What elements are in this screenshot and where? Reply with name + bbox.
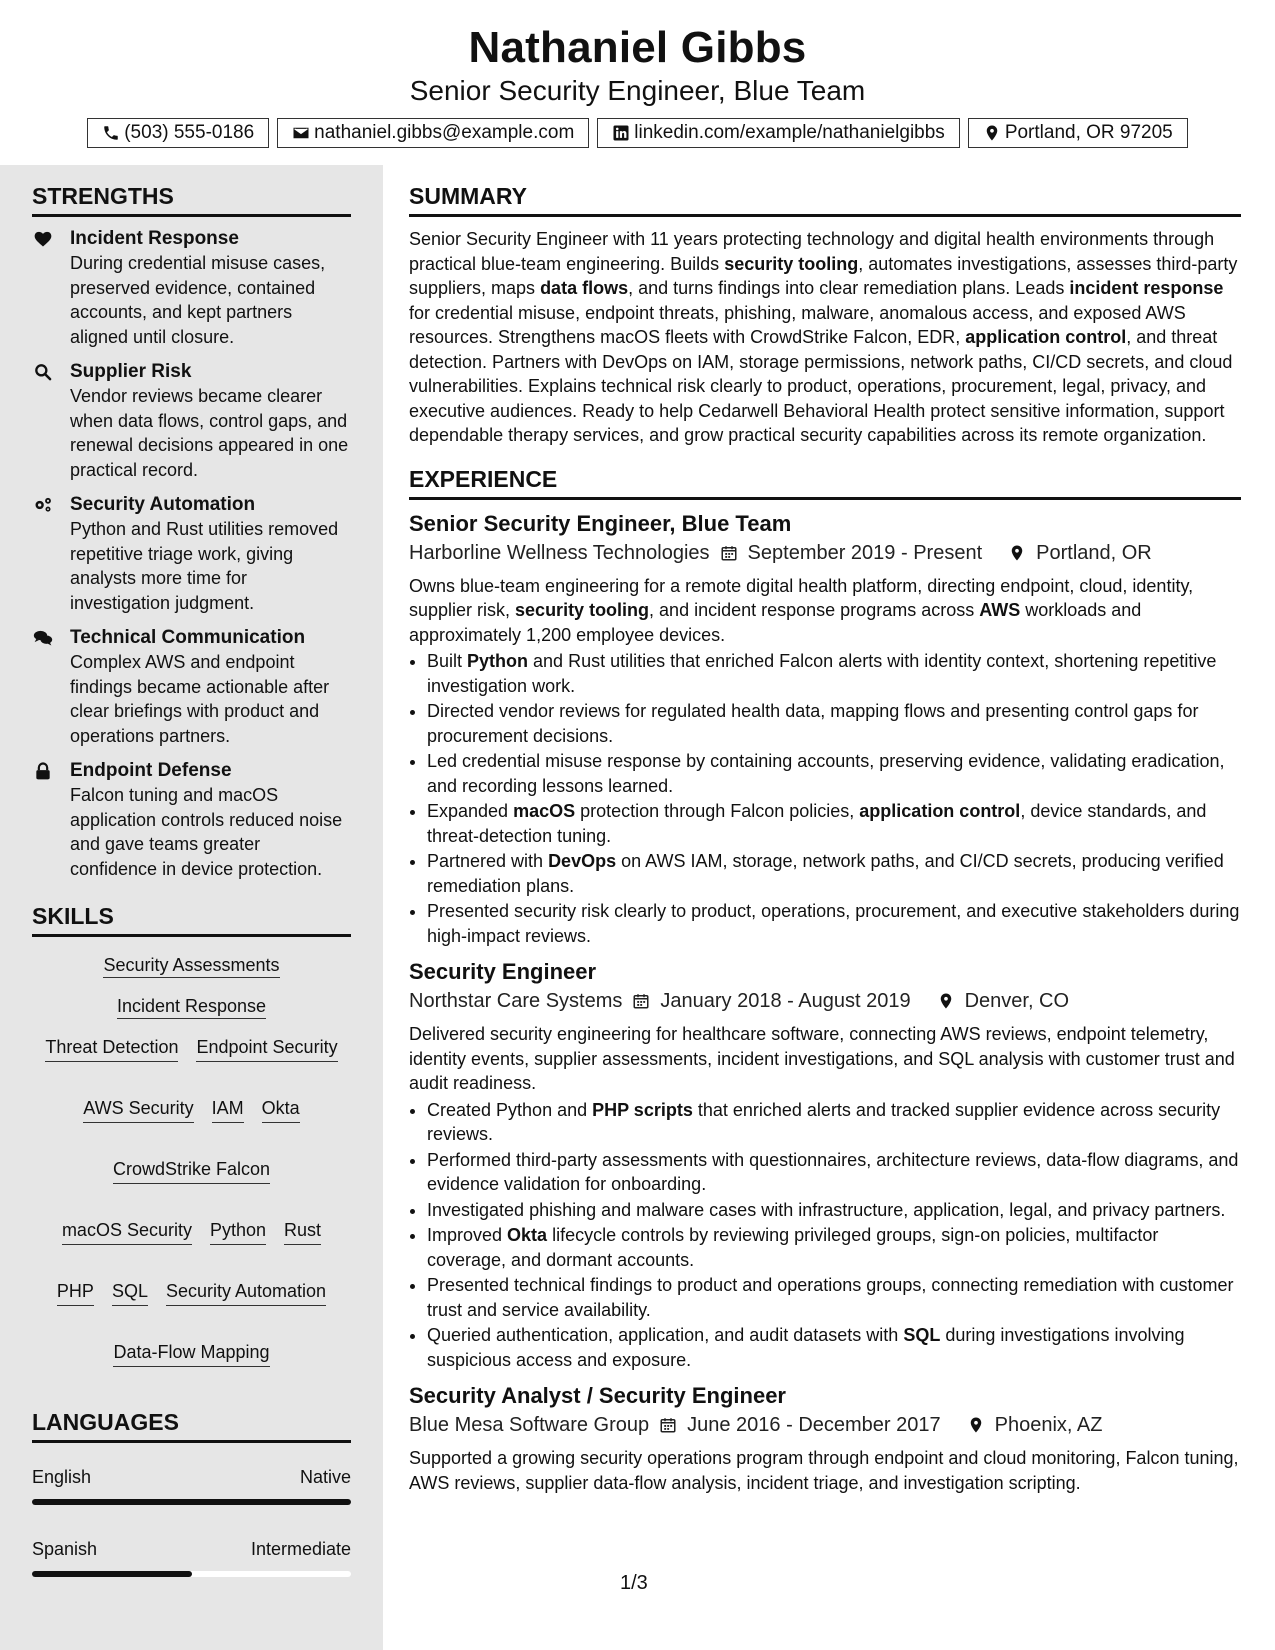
text-run: Built <box>427 651 468 671</box>
heart-icon <box>32 229 54 249</box>
strengths-list <box>32 227 351 881</box>
languages-heading: LANGUAGES <box>32 1409 351 1443</box>
skill-tag: AWS Security <box>83 1096 193 1123</box>
lock-icon <box>32 761 54 781</box>
job-dates: September 2019 - Present <box>747 541 983 564</box>
text-run: Performed third-party assessments with questionnaires, architecture reviews, data-flow diagrams, and evidence validation for onboarding. <box>427 1149 1239 1194</box>
job-description <box>409 574 1241 648</box>
text-run: Presented security risk clearly to product, operations, procurement, and executive stakeholders during high-impact reviews. <box>427 901 1240 946</box>
strength-desc: During credential misuse cases, preserved evidence, contained accounts, and kept partners aligned until closure. <box>70 253 326 347</box>
skill-tag: Okta <box>262 1096 300 1123</box>
emphasis-text: application control <box>965 327 1127 347</box>
text-run: Directed vendor reviews for regulated health data, mapping flows and presenting control gaps for procurement decisions. <box>427 701 1199 746</box>
strength-name: Endpoint Defense <box>70 760 232 781</box>
strength-desc: Python and Rust utilities removed repetitive triage work, giving analysts more time for investigation judgment. <box>70 519 339 613</box>
sidebar <box>0 165 383 1650</box>
job-location: Portland, OR <box>1036 541 1152 564</box>
bullet-item <box>427 1098 1241 1147</box>
experience-heading: EXPERIENCE <box>409 466 1241 500</box>
language-row <box>32 1537 351 1561</box>
experience-list <box>409 510 1241 1496</box>
language-row <box>32 1465 351 1489</box>
contact-linkedin[interactable] <box>597 118 960 148</box>
skill-tag: Incident Response <box>117 996 266 1019</box>
skill-row <box>32 953 351 977</box>
job-dates: January 2018 - August 2019 <box>660 990 911 1012</box>
text-run: and Rust utilities that enriched Falcon alerts with identity context, shortening repetitive investigation work. <box>427 651 1217 696</box>
text-run: Supported a growing security operations program through endpoint and cloud monitoring, Falcon tuning, AWS reviews, supplier data-flow analysis, incident triage, and investigation scripting. <box>409 1448 1239 1493</box>
text-run: during investigations involving suspicious access and exposure. <box>427 1325 1185 1370</box>
skills-list <box>32 947 351 1367</box>
location-text: Portland, OR 97205 <box>1004 122 1173 143</box>
text-run: Delivered security engineering for healthcare software, connecting AWS reviews, endpoint telemetry, identity events, supplier assessments, incident investigations, and SQL analysis with customer trust and audit readiness. <box>409 1024 1235 1093</box>
strength-item <box>32 626 351 748</box>
text-run: , automates investigations, assesses third-party suppliers, maps <box>409 253 1238 298</box>
envelope-icon <box>292 124 310 142</box>
linkedin-text: linkedin.com/example/nathanielgibbs <box>634 122 945 143</box>
skill-tag: Python <box>210 1218 266 1245</box>
job-bullets <box>409 1098 1241 1373</box>
job-location: Phoenix, AZ <box>994 1414 1103 1436</box>
bullet-item <box>427 849 1241 898</box>
emphasis-text: macOS <box>513 801 576 821</box>
emphasis-text: SQL <box>903 1325 941 1345</box>
bullet-item <box>427 1198 1241 1223</box>
job-entry <box>409 1382 1241 1495</box>
emphasis-text: security tooling <box>515 600 650 620</box>
page-number: 1/3 <box>620 1572 648 1594</box>
skill-tag: Threat Detection <box>45 1035 178 1062</box>
job-title: Security Engineer <box>409 959 597 984</box>
job-meta <box>409 538 1241 568</box>
emphasis-text: AWS <box>979 600 1021 620</box>
summary-heading: SUMMARY <box>409 183 1241 217</box>
emphasis-text: PHP scripts <box>592 1099 693 1120</box>
text-run: Created Python and <box>427 1099 593 1120</box>
job-meta <box>409 1410 1241 1440</box>
job-description <box>409 1446 1241 1495</box>
search-icon <box>32 362 54 382</box>
skill-tag: IAM <box>212 1096 244 1123</box>
job-entry <box>409 958 1241 1372</box>
job-location: Denver, CO <box>964 990 1070 1012</box>
strength-desc: Falcon tuning and macOS application controls reduced noise and gave teams greater confidence in device protection. <box>70 785 343 879</box>
language-level: Intermediate <box>250 1539 351 1559</box>
strength-item <box>32 360 351 482</box>
resume-header <box>0 0 1275 144</box>
skill-tag: CrowdStrike Falcon <box>113 1157 270 1184</box>
calendar-icon <box>720 543 738 563</box>
bullet-item <box>427 1323 1241 1372</box>
language-proficiency-fill <box>32 1499 351 1505</box>
language-level: Native <box>299 1467 351 1487</box>
text-run: Partnered with <box>427 851 549 871</box>
text-run: , device standards, and threat-detection tuning. <box>427 801 1207 846</box>
map-marker-icon <box>1008 543 1026 563</box>
emphasis-text: application control <box>859 801 1021 821</box>
skill-tag: Rust <box>284 1218 321 1245</box>
emphasis-text: security tooling <box>724 253 859 274</box>
company-name: Harborline Wellness Technologies <box>409 541 710 564</box>
job-title: Security Analyst / Security Engineer <box>409 1383 786 1408</box>
job-entry <box>409 510 1241 949</box>
text-run: , and incident response programs across <box>649 600 980 620</box>
text-run: Expanded <box>427 801 514 821</box>
linkedin-icon <box>612 124 630 142</box>
candidate-name: Nathaniel Gibbs <box>468 23 807 72</box>
languages-list <box>32 1465 351 1577</box>
strength-item <box>32 759 351 881</box>
text-run: for credential misuse, endpoint threats, phishing, malware, anomalous access, and exposed AWS resources. Strengthens macOS fleets with CrowdStrike Falcon, EDR, <box>409 302 1186 347</box>
bullet-item <box>427 1148 1241 1197</box>
skills-heading: SKILLS <box>32 903 351 937</box>
contact-phone[interactable] <box>87 118 269 148</box>
comments-icon <box>32 628 54 648</box>
text-run: lifecycle controls by reviewing privileged groups, sign-on policies, multifactor coverage, and dormant accounts. <box>427 1225 1159 1270</box>
text-run: Owns blue-team engineering for a remote digital health platform, directing endpoint, cloud, identity, supplier risk, <box>409 575 1194 620</box>
skill-tag: Data-Flow Mapping <box>113 1340 269 1367</box>
skill-row <box>32 994 351 1018</box>
emphasis-text: incident response <box>1069 278 1224 298</box>
job-meta <box>409 986 1241 1016</box>
bullet-item <box>427 699 1241 748</box>
text-run: Investigated phishing and malware cases with infrastructure, application, legal, and privacy partners. <box>427 1199 1226 1220</box>
map-marker-icon <box>937 991 955 1011</box>
skill-tag: Security Automation <box>166 1279 326 1306</box>
strength-name: Incident Response <box>70 228 239 249</box>
company-name: Blue Mesa Software Group <box>409 1414 650 1436</box>
contact-location[interactable] <box>968 118 1188 148</box>
emphasis-text: Okta <box>507 1225 548 1245</box>
contact-bar <box>0 118 1275 148</box>
text-run: protection through Falcon policies, <box>575 801 860 821</box>
skill-tag: Security Assessments <box>103 955 279 978</box>
language-proficiency-bar <box>32 1571 351 1577</box>
calendar-icon <box>632 991 650 1011</box>
bullet-item <box>427 799 1241 848</box>
job-bullets <box>409 649 1241 948</box>
strength-desc: Vendor reviews became clearer when data flows, control gaps, and renewal decisions appeared in one practical record. <box>70 386 349 480</box>
text-run: , and turns findings into clear remediation plans. Leads <box>628 278 1070 298</box>
skill-tag: Endpoint Security <box>196 1035 337 1062</box>
strength-item <box>32 493 351 615</box>
calendar-icon <box>659 1415 677 1435</box>
strength-item <box>32 227 351 349</box>
emphasis-text: DevOps <box>548 851 617 871</box>
map-marker-icon <box>983 124 1001 142</box>
job-title: Senior Security Engineer, Blue Team <box>409 510 792 536</box>
bullet-item <box>427 749 1241 798</box>
text-run: workloads and approximately 1,200 employee devices. <box>409 600 1142 645</box>
text-run: Senior Security Engineer with 11 years protecting technology and digital health environments through practical blue-team engineering. Builds <box>409 229 1215 274</box>
bullet-item <box>427 1223 1241 1272</box>
text-run: Presented technical findings to product and operations groups, connecting remediation with customer trust and service availability. <box>427 1275 1234 1320</box>
text-run: that enriched alerts and tracked supplier evidence across security reviews. <box>427 1099 1221 1144</box>
bullet-item <box>427 649 1241 698</box>
contact-email[interactable] <box>277 118 589 148</box>
language-proficiency-fill <box>32 1571 192 1577</box>
company-name: Northstar Care Systems <box>409 990 623 1012</box>
phone-text: (503) 555-0186 <box>124 122 255 143</box>
text-run: Queried authentication, application, and audit datasets with <box>427 1325 904 1345</box>
strengths-heading: STRENGTHS <box>32 183 351 217</box>
emphasis-text: Python <box>467 651 529 671</box>
skill-tag: PHP <box>57 1279 94 1306</box>
strength-name: Technical Communication <box>70 627 306 648</box>
text-run: on AWS IAM, storage, network paths, and CI/CD secrets, producing verified remediation plans. <box>427 851 1224 896</box>
email-text: nathaniel.gibbs@example.com <box>314 122 575 143</box>
strength-name: Security Automation <box>70 494 256 515</box>
skill-tag: SQL <box>112 1279 148 1306</box>
skill-tag: macOS Security <box>62 1218 192 1245</box>
strength-desc: Complex AWS and endpoint findings became actionable after clear briefings with product and operations partners. <box>70 652 330 746</box>
phone-icon <box>102 124 120 142</box>
bullet-item <box>427 1273 1241 1322</box>
candidate-title: Senior Security Engineer, Blue Team <box>409 75 866 106</box>
emphasis-text: data flows <box>540 278 629 298</box>
text-run: Improved <box>427 1225 508 1245</box>
map-marker-icon <box>967 1415 985 1435</box>
strength-name: Supplier Risk <box>70 361 192 382</box>
job-dates: June 2016 - December 2017 <box>687 1414 941 1436</box>
main-content <box>409 165 1241 1495</box>
gears-icon <box>32 495 54 515</box>
language-name: English <box>32 1467 92 1487</box>
text-run: Led credential misuse response by containing accounts, preserving evidence, validating eradication, and recording lessons learned. <box>427 751 1225 796</box>
language-proficiency-bar <box>32 1499 351 1505</box>
language-name: Spanish <box>32 1539 98 1559</box>
summary-text <box>409 227 1241 448</box>
job-description <box>409 1022 1241 1096</box>
bullet-item <box>427 899 1241 948</box>
text-run: , and threat detection. Partners with DevOps on IAM, storage permissions, network paths, CI/CD secrets, and cloud vulnerabilities. Explains technical risk clearly to product, operations, procurement, legal, privacy, and executive audiences. Ready to help Cedarwell Behavioral Health protect sensitive information, support dependable therapy services, and grow practical security capabilities across its remote organization. <box>409 327 1233 445</box>
